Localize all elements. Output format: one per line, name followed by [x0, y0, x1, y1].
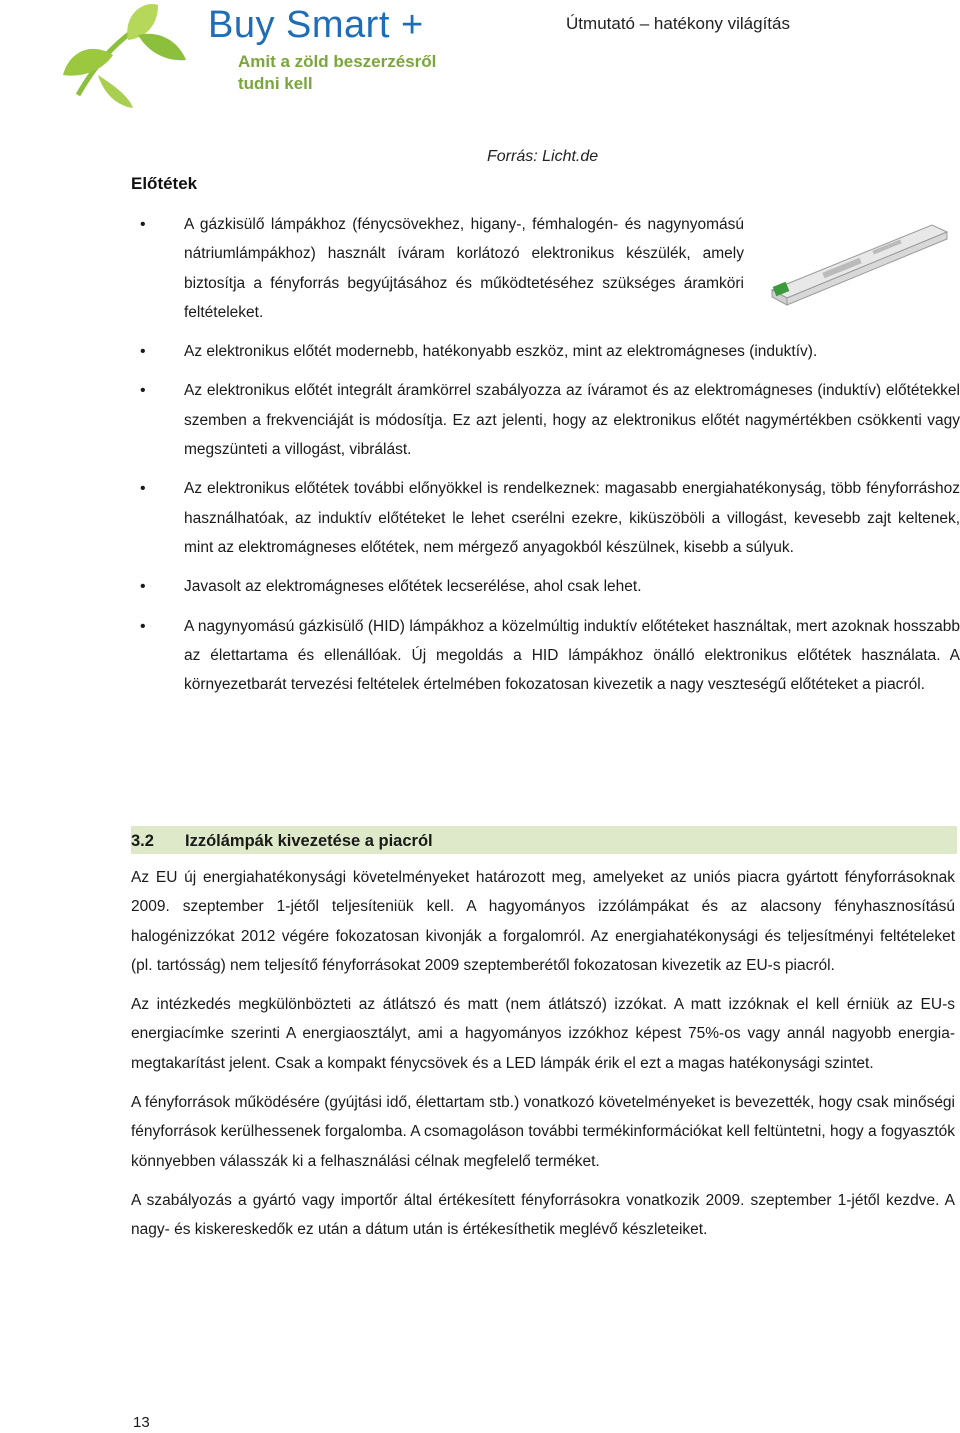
paragraph: A szabályozás a gyártó vagy importőr által értékesített fényforrásokra vonatkozik 2009. szeptember 1-jétől kezdve. A nagy- és kiskereskedők ez után a dátum után is értékesíthetik meglévő készleteiket. [131, 1191, 955, 1239]
paragraph: A fényforrások működésére (gyújtási idő, élettartam stb.) vonatkozó követelményeket is bevezették, hogy csak minőségi fényforrások kerülhessenek forgalomba. A csomagoláson további termékinformációkat kell feltüntetni, hogy a fogyasztók könnyebben válasszák ki a felhasználási célnak megfelelő terméket. [131, 1094, 955, 1170]
logo-brand-text: Buy Smart + [208, 4, 424, 46]
section-number: 3.2 [131, 832, 154, 850]
logo-tagline-1: Amit a zöld beszerzésről [238, 52, 437, 71]
list-item: • Az elektronikus előtétek további előnyökkel is rendelkeznek: magasabb energiahatékonyság, több fényforráshoz használhatóak, az induktív előtéteket le lehet cserélni ezekre, kiküszöböli a villogást, kevesebb zajt keltenek, mint az elektromágneses előtétek, nem mérgező anyagokból készülnek, kisebb a súlyuk. [140, 474, 960, 562]
logo-tagline-2: tudni kell [238, 74, 313, 93]
section-title: Izzólámpák kivezetése a piacról [185, 832, 433, 850]
image-source-note: Forrás: Licht.de [487, 148, 599, 165]
leaf-logo-icon [58, 0, 218, 110]
section-heading-3-2 [131, 826, 957, 854]
header-title: Útmutató – hatékony világítás [566, 14, 790, 33]
buy-smart-logo [58, 0, 458, 110]
list-item: • Javasolt az elektromágneses előtétek lecserélése, ahol csak lehet. [140, 572, 960, 601]
section-3-2-body [131, 863, 955, 1255]
list-item: • A gázkisülő lámpákhoz (fénycsövekhez, higany-, fémhalogén- és nagynyomású nátriumlámpákhoz) használt íváram korlátozó elektronikus készülék, amely biztosítja a fényforrás begyújtásához és működtetéséhez szükséges áramköri feltételeket. [140, 210, 744, 327]
list-item: • Az elektronikus előtét integrált áramkörrel szabályozza az íváramot és az elektromágneses (induktív) előtétekkel szemben a frekvenciáját is módosítja. Ez azt jelenti, hogy az elektronikus előtét nagymértékben csökkenti vagy megszünteti a villogást, vibrálást. [140, 376, 960, 464]
page-number: 13 [133, 1414, 150, 1431]
paragraph: Az intézkedés megkülönbözteti az átlátszó és matt (nem átlátszó) izzókat. A matt izzóknak el kell érniük az EU-s energiacímke szerinti A energiaosztályt, ami a hagyományos izzókhoz képest 75%-os vagy annál nagyobb energia-megtakarítást jelent. Csak a kompakt fénycsövek és a LED lámpák érik el ezt a magas hatékonysági szintet. [131, 996, 955, 1072]
ballast-bullet-list [140, 210, 960, 709]
paragraph: Az EU új energiahatékonysági követelményeket határozott meg, amelyeket az uniós piacra gyártott fényforrásoknak 2009. szeptember 1-jétől teljesíteniük kell. A hagyományos izzólámpákat és az alacsony fényhasznosítású halogénizzókat 2012 végére fokozatosan kivonják a forgalomról. Az energiahatékonysági és teljesítményi feltételeket (pl. tartósság) nem teljesítő fényforrásokat 2009 szeptemberétől fokozatosan kivezetik az EU-s piacról. [131, 869, 955, 974]
section-heading-elotetek: Előtétek [131, 174, 198, 193]
list-item: • A nagynyomású gázkisülő (HID) lámpákhoz a közelmúltig induktív előtéteket használtak, mert azoknak hosszabb az élettartama és ellenállóak. Új megoldás a HID lámpákhoz önálló elektronikus előtétek használata. A környezetbarát tervezési feltételek értelmében fokozatosan kivezetik a nagy veszteségű előtéteket a piacról. [140, 612, 960, 700]
list-item: • Az elektronikus előtét modernebb, hatékonyabb eszköz, mint az elektromágneses (induktív). [140, 337, 960, 366]
